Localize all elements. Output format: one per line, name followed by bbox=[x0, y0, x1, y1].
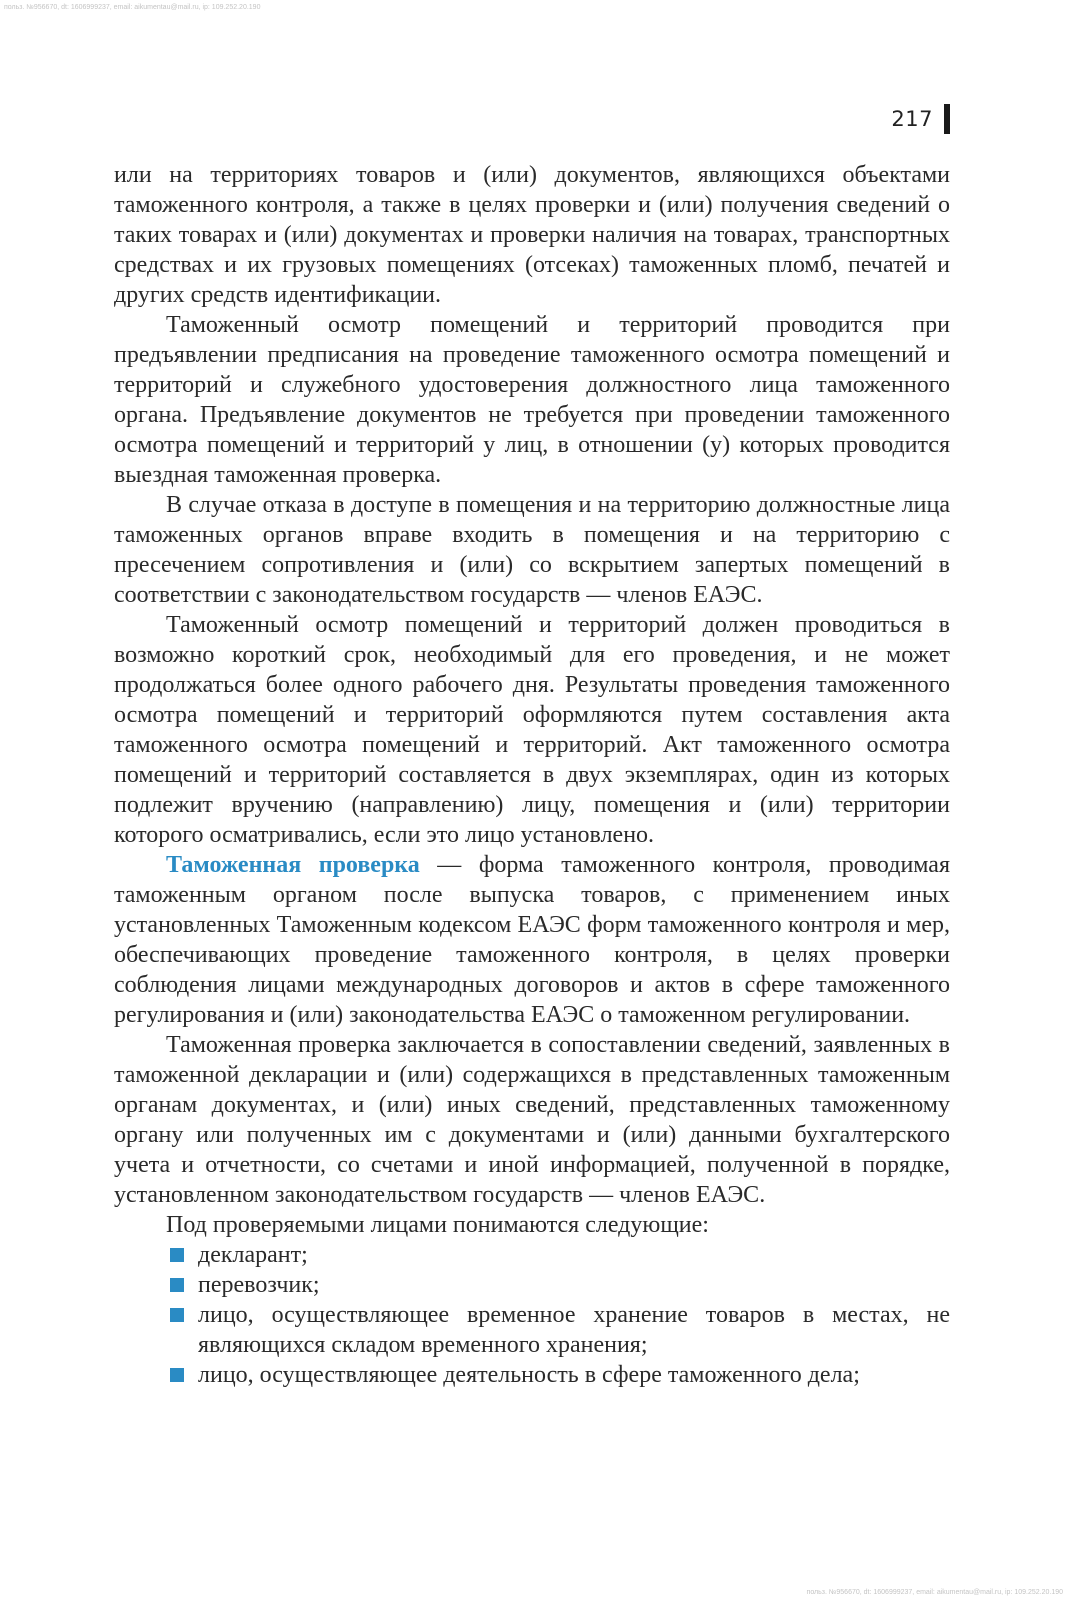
list-item bbox=[114, 1360, 950, 1390]
page-body bbox=[114, 160, 950, 1390]
list-item bbox=[114, 1270, 950, 1300]
definition-text: — форма таможенного контроля, проводимая таможенным органом после выпуска товаров, с применением иных установленных Таможенным кодексом ЕАЭС форм таможенного контроля и мер, обеспечивающих проведение таможенного контроля, в целях проверки соблюдения лицами международных договоров и актов в сфере таможенного регулирования и (или) законодательства ЕАЭС о таможенном регулировании. bbox=[114, 852, 951, 1028]
definition-term: Таможенная проверка bbox=[166, 852, 420, 878]
watermark-bottom: польз. №956670, dt: 1606999237, email: aikumentau@mail.ru, ip: 109.252.20.190 bbox=[806, 1589, 1063, 1596]
paragraph-audit-essence: Таможенная проверка заключается в сопоставлении сведений, заявленных в таможенной декларации и (или) содержащихся в представленных таможенным органам документах, и (или) иных сведений, представленных таможенному органу или полученных им с документами и (или) данными бухгалтерского учета и отчетности, со счетами и иной информацией, полученной в порядке, установленном законодательством государств — членов ЕАЭС. bbox=[114, 1032, 950, 1208]
list-item-text: декларант; bbox=[198, 1242, 308, 1268]
list-intro: Под проверяемыми лицами понимаются следующие: bbox=[166, 1212, 709, 1238]
list-item-text: перевозчик; bbox=[198, 1272, 320, 1298]
square-bullet-icon bbox=[170, 1308, 184, 1322]
audited-persons-list bbox=[114, 1240, 950, 1390]
paragraph-inspection-duration: Таможенный осмотр помещений и территорий должен проводиться в возможно короткий срок, необходимый для его проведения, и не может продолжаться более одного рабочего дня. Результаты проведения таможенного осмотра помещений и территорий оформляются путем составления акта таможенного осмотра помещений и территорий. Акт таможенного осмотра помещений и территорий составляется в двух экземплярах, один из которых подлежит вручению (направлению) лицу, помещения и (или) территории которого осматривались, если это лицо установлено. bbox=[114, 612, 950, 848]
paragraph-inspection-procedure: Таможенный осмотр помещений и территорий проводится при предъявлении предписания на проведение таможенного осмотра помещений и территорий и служебного удостоверения должностного лица таможенного органа. Предъявление документов не требуется при проведении таможенного осмотра помещений и территорий у лиц, в отношении (у) которых проводится выездная таможенная проверка. bbox=[114, 312, 950, 488]
watermark-top: польз. №956670, dt: 1606999237, email: aikumentau@mail.ru, ip: 109.252.20.190 bbox=[4, 4, 261, 11]
list-item-text: лицо, осуществляющее временное хранение товаров в местах, не являющихся складом временного хранения; bbox=[198, 1302, 950, 1358]
list-item bbox=[114, 1300, 950, 1360]
list-item bbox=[114, 1240, 950, 1270]
square-bullet-icon bbox=[170, 1248, 184, 1262]
square-bullet-icon bbox=[170, 1278, 184, 1292]
paragraph-access-refusal: В случае отказа в доступе в помещения и на территорию должностные лица таможенных органов вправе входить в помещения и на территорию с пресечением сопротивления и (или) со вскрытием запертых помещений в соответствии с законодательством государств — членов ЕАЭС. bbox=[114, 492, 950, 608]
page-header bbox=[891, 104, 950, 134]
page-number-bar bbox=[944, 104, 950, 134]
paragraph-continuation: или на территориях товаров и (или) документов, являющихся объектами таможенного контроля, а также в целях проверки и (или) получения сведений о таких товарах и (или) документах и проверки наличия на товарах, транспортных средствах и их грузовых помещениях (отсеках) таможенных пломб, печатей и других средств идентификации. bbox=[114, 162, 950, 308]
paragraph-definition bbox=[114, 850, 950, 1030]
page-number: 217 bbox=[891, 107, 933, 131]
list-item-text: лицо, осуществляющее деятельность в сфере таможенного дела; bbox=[198, 1362, 860, 1388]
square-bullet-icon bbox=[170, 1368, 184, 1382]
